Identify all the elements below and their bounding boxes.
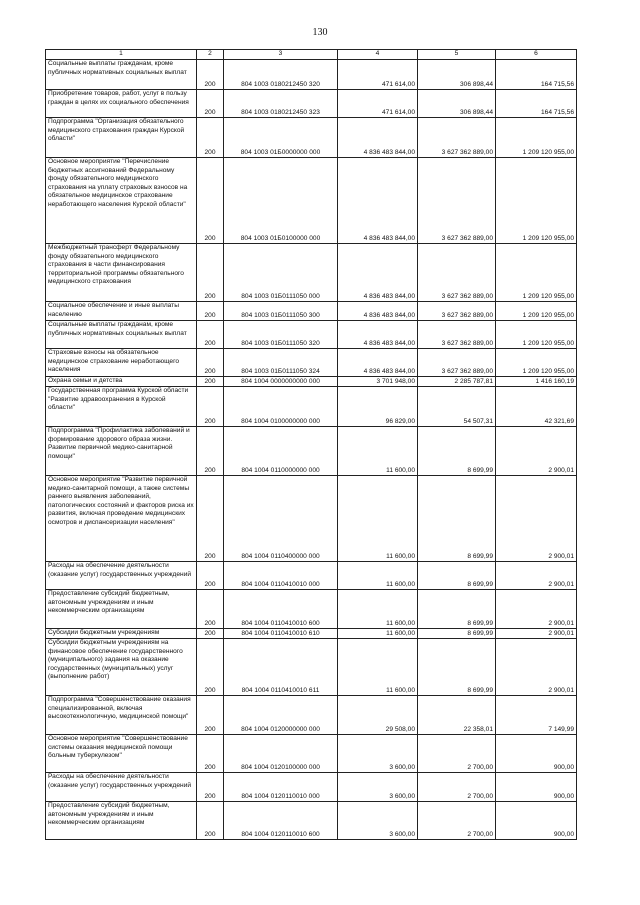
row-value-col4: 11 600,00 (338, 639, 418, 696)
row-name-cell: Субсидии бюджетным учреждениям (46, 629, 197, 639)
table-row (46, 387, 577, 427)
row-value-col4: 11 600,00 (338, 562, 418, 590)
row-name-cell: Социальные выплаты гражданам, кроме публичных нормативных социальных выплат (46, 321, 197, 349)
row-code-cell: 804 1003 01Б0000000 000 (224, 118, 338, 158)
table-row (46, 476, 577, 562)
row-ministry-cell: 200 (197, 639, 224, 696)
row-code-cell: 804 1004 0110400000 000 (224, 476, 338, 562)
row-value-col5: 3 627 362 889,00 (418, 158, 496, 244)
table-row (46, 377, 577, 387)
row-code-cell: 804 1004 0110000000 000 (224, 427, 338, 476)
row-name-cell: Социальные выплаты гражданам, кроме публичных нормативных социальных выплат (46, 60, 197, 90)
row-value-col4: 4 836 483 844,00 (338, 321, 418, 349)
row-name-cell: Приобретение товаров, работ, услуг в пользу граждан в целях их социального обеспечения (46, 90, 197, 118)
row-value-col4: 4 836 483 844,00 (338, 158, 418, 244)
table-row (46, 321, 577, 349)
column-header: 4 (338, 50, 418, 60)
row-value-col6: 164 715,56 (496, 60, 577, 90)
row-value-col4: 11 600,00 (338, 590, 418, 629)
row-code-cell: 804 1003 0180212450 323 (224, 90, 338, 118)
row-value-col5: 2 700,00 (418, 773, 496, 802)
row-ministry-cell: 200 (197, 562, 224, 590)
table-row (46, 629, 577, 639)
table-row (46, 696, 577, 735)
row-value-col5: 3 627 362 889,00 (418, 244, 496, 302)
row-value-col4: 471 614,00 (338, 90, 418, 118)
row-ministry-cell: 200 (197, 387, 224, 427)
row-ministry-cell: 200 (197, 802, 224, 840)
row-ministry-cell: 200 (197, 696, 224, 735)
row-value-col6: 2 900,01 (496, 639, 577, 696)
row-code-cell: 804 1003 01Б0111050 320 (224, 321, 338, 349)
row-code-cell: 804 1004 0110410010 000 (224, 562, 338, 590)
table-row (46, 802, 577, 840)
row-name-cell: Субсидии бюджетным учреждениям на финансовое обеспечение государственного (муниципального) задания на оказание государственных (муниципальных) услуг (выполнение работ) (46, 639, 197, 696)
row-name-cell: Социальное обеспечение и иные выплаты населению (46, 302, 197, 321)
table-row (46, 90, 577, 118)
row-value-col4: 11 600,00 (338, 427, 418, 476)
row-value-col4: 3 600,00 (338, 735, 418, 773)
row-value-col6: 42 321,69 (496, 387, 577, 427)
row-value-col6: 164 715,56 (496, 90, 577, 118)
row-value-col4: 3 701 948,00 (338, 377, 418, 387)
row-name-cell: Межбюджетный трансферт Федеральному фонду обязательного медицинского страхования в части финансирования территориальной программы обязательного медицинского страхования (46, 244, 197, 302)
row-name-cell: Расходы на обеспечение деятельности (оказание услуг) государственных учреждений (46, 773, 197, 802)
row-ministry-cell: 200 (197, 321, 224, 349)
row-value-col4: 4 836 483 844,00 (338, 302, 418, 321)
row-value-col6: 2 900,01 (496, 562, 577, 590)
row-value-col6: 1 209 120 955,00 (496, 244, 577, 302)
row-value-col6: 2 900,01 (496, 476, 577, 562)
row-value-col6: 900,00 (496, 802, 577, 840)
row-value-col6: 900,00 (496, 773, 577, 802)
row-value-col4: 471 614,00 (338, 60, 418, 90)
row-name-cell: Государственная программа Курской области "Развитие здравоохранения в Курской области" (46, 387, 197, 427)
row-name-cell: Страховые взносы на обязательное медицинское страхование неработающего населения (46, 349, 197, 377)
row-code-cell: 804 1003 01Б0100000 000 (224, 158, 338, 244)
page-number: 130 (312, 27, 328, 38)
row-value-col6: 1 209 120 955,00 (496, 118, 577, 158)
row-ministry-cell: 200 (197, 629, 224, 639)
column-header: 5 (418, 50, 496, 60)
row-value-col4: 4 836 483 844,00 (338, 349, 418, 377)
row-name-cell: Охрана семьи и детства (46, 377, 197, 387)
column-header: 6 (496, 50, 577, 60)
row-code-cell: 804 1004 0100000000 000 (224, 387, 338, 427)
row-value-col6: 2 900,01 (496, 590, 577, 629)
row-code-cell: 804 1003 01Б0111050 324 (224, 349, 338, 377)
row-name-cell: Подпрограмма "Совершенствование оказания специализированной, включая высокотехнологичную, медицинской помощи" (46, 696, 197, 735)
budget-table (45, 49, 577, 840)
row-value-col6: 1 209 120 955,00 (496, 158, 577, 244)
row-ministry-cell: 200 (197, 349, 224, 377)
table-row (46, 773, 577, 802)
row-name-cell: Предоставление субсидий бюджетным, автономным учреждениям и иным некоммерческим организациям (46, 802, 197, 840)
row-value-col4: 4 836 483 844,00 (338, 244, 418, 302)
row-code-cell: 804 1004 0110410010 611 (224, 639, 338, 696)
row-code-cell: 804 1004 0120110010 000 (224, 773, 338, 802)
column-header: 3 (224, 50, 338, 60)
row-value-col5: 3 627 362 889,00 (418, 349, 496, 377)
row-value-col4: 96 829,00 (338, 387, 418, 427)
row-value-col5: 3 627 362 889,00 (418, 321, 496, 349)
table-row (46, 562, 577, 590)
row-value-col5: 8 699,99 (418, 590, 496, 629)
row-value-col6: 1 209 120 955,00 (496, 349, 577, 377)
row-value-col6: 7 149,99 (496, 696, 577, 735)
row-code-cell: 804 1004 0110410010 610 (224, 629, 338, 639)
row-value-col4: 3 600,00 (338, 773, 418, 802)
row-name-cell: Основное мероприятие "Совершенствование системы оказания медицинской помощи больным туберкулезом" (46, 735, 197, 773)
row-value-col5: 8 699,99 (418, 427, 496, 476)
row-ministry-cell: 200 (197, 735, 224, 773)
row-ministry-cell: 200 (197, 476, 224, 562)
row-code-cell: 804 1004 0120100000 000 (224, 735, 338, 773)
row-value-col6: 1 416 160,19 (496, 377, 577, 387)
row-value-col4: 4 836 483 844,00 (338, 118, 418, 158)
row-name-cell: Основное мероприятие "Перечисление бюджетных ассигнований Федеральному фонду обязательного медицинского страхования на уплату страховых взносов на обязательное медицинское страхование неработающего населения Курской области" (46, 158, 197, 244)
row-value-col5: 2 285 787,81 (418, 377, 496, 387)
table-row (46, 639, 577, 696)
column-header: 1 (46, 50, 197, 60)
row-value-col5: 306 898,44 (418, 60, 496, 90)
row-value-col4: 3 600,00 (338, 802, 418, 840)
table-row (46, 590, 577, 629)
row-value-col6: 1 209 120 955,00 (496, 302, 577, 321)
row-value-col6: 2 900,01 (496, 629, 577, 639)
table-row (46, 244, 577, 302)
row-name-cell: Основное мероприятие "Развитие первичной медико-санитарной помощи, а также системы раннего выявления заболеваний, патологических состояний и факторов риска их развития, включая проведение медицинских осмотров и диспансеризации населения" (46, 476, 197, 562)
row-value-col5: 8 699,99 (418, 562, 496, 590)
row-value-col6: 1 209 120 955,00 (496, 321, 577, 349)
row-ministry-cell: 200 (197, 773, 224, 802)
row-ministry-cell: 200 (197, 590, 224, 629)
row-value-col5: 22 358,01 (418, 696, 496, 735)
row-value-col5: 2 700,00 (418, 735, 496, 773)
table-row (46, 118, 577, 158)
row-value-col4: 11 600,00 (338, 476, 418, 562)
row-name-cell: Подпрограмма "Организация обязательного медицинского страхования граждан Курской области" (46, 118, 197, 158)
row-ministry-cell: 200 (197, 118, 224, 158)
row-code-cell: 804 1003 01Б0111050 000 (224, 244, 338, 302)
row-code-cell: 804 1004 0110410010 600 (224, 590, 338, 629)
row-name-cell: Подпрограмма "Профилактика заболеваний и формирование здорового образа жизни. Развитие первичной медико-санитарной помощи" (46, 427, 197, 476)
row-value-col5: 54 507,31 (418, 387, 496, 427)
table-row (46, 158, 577, 244)
row-value-col5: 8 699,99 (418, 629, 496, 639)
row-ministry-cell: 200 (197, 158, 224, 244)
table-row (46, 735, 577, 773)
header-row (46, 50, 577, 60)
row-ministry-cell: 200 (197, 427, 224, 476)
row-value-col4: 11 600,00 (338, 629, 418, 639)
row-value-col5: 8 699,99 (418, 476, 496, 562)
row-code-cell: 804 1004 0000000000 000 (224, 377, 338, 387)
row-code-cell: 804 1004 0120000000 000 (224, 696, 338, 735)
row-name-cell: Предоставление субсидий бюджетным, автономным учреждениям и иным некоммерческим организациям (46, 590, 197, 629)
column-header: 2 (197, 50, 224, 60)
row-code-cell: 804 1003 0180212450 320 (224, 60, 338, 90)
row-code-cell: 804 1004 0120110010 600 (224, 802, 338, 840)
row-value-col5: 8 699,99 (418, 639, 496, 696)
table-row (46, 60, 577, 90)
row-ministry-cell: 200 (197, 90, 224, 118)
row-name-cell: Расходы на обеспечение деятельности (оказание услуг) государственных учреждений (46, 562, 197, 590)
row-ministry-cell: 200 (197, 60, 224, 90)
row-value-col5: 2 700,00 (418, 802, 496, 840)
row-value-col5: 3 627 362 889,00 (418, 118, 496, 158)
row-value-col5: 3 627 362 889,00 (418, 302, 496, 321)
row-code-cell: 804 1003 01Б0111050 300 (224, 302, 338, 321)
row-ministry-cell: 200 (197, 302, 224, 321)
table-row (46, 349, 577, 377)
row-value-col6: 900,00 (496, 735, 577, 773)
row-value-col6: 2 900,01 (496, 427, 577, 476)
table-row (46, 427, 577, 476)
row-ministry-cell: 200 (197, 377, 224, 387)
table-row (46, 302, 577, 321)
row-value-col5: 306 898,44 (418, 90, 496, 118)
row-ministry-cell: 200 (197, 244, 224, 302)
row-value-col4: 29 508,00 (338, 696, 418, 735)
